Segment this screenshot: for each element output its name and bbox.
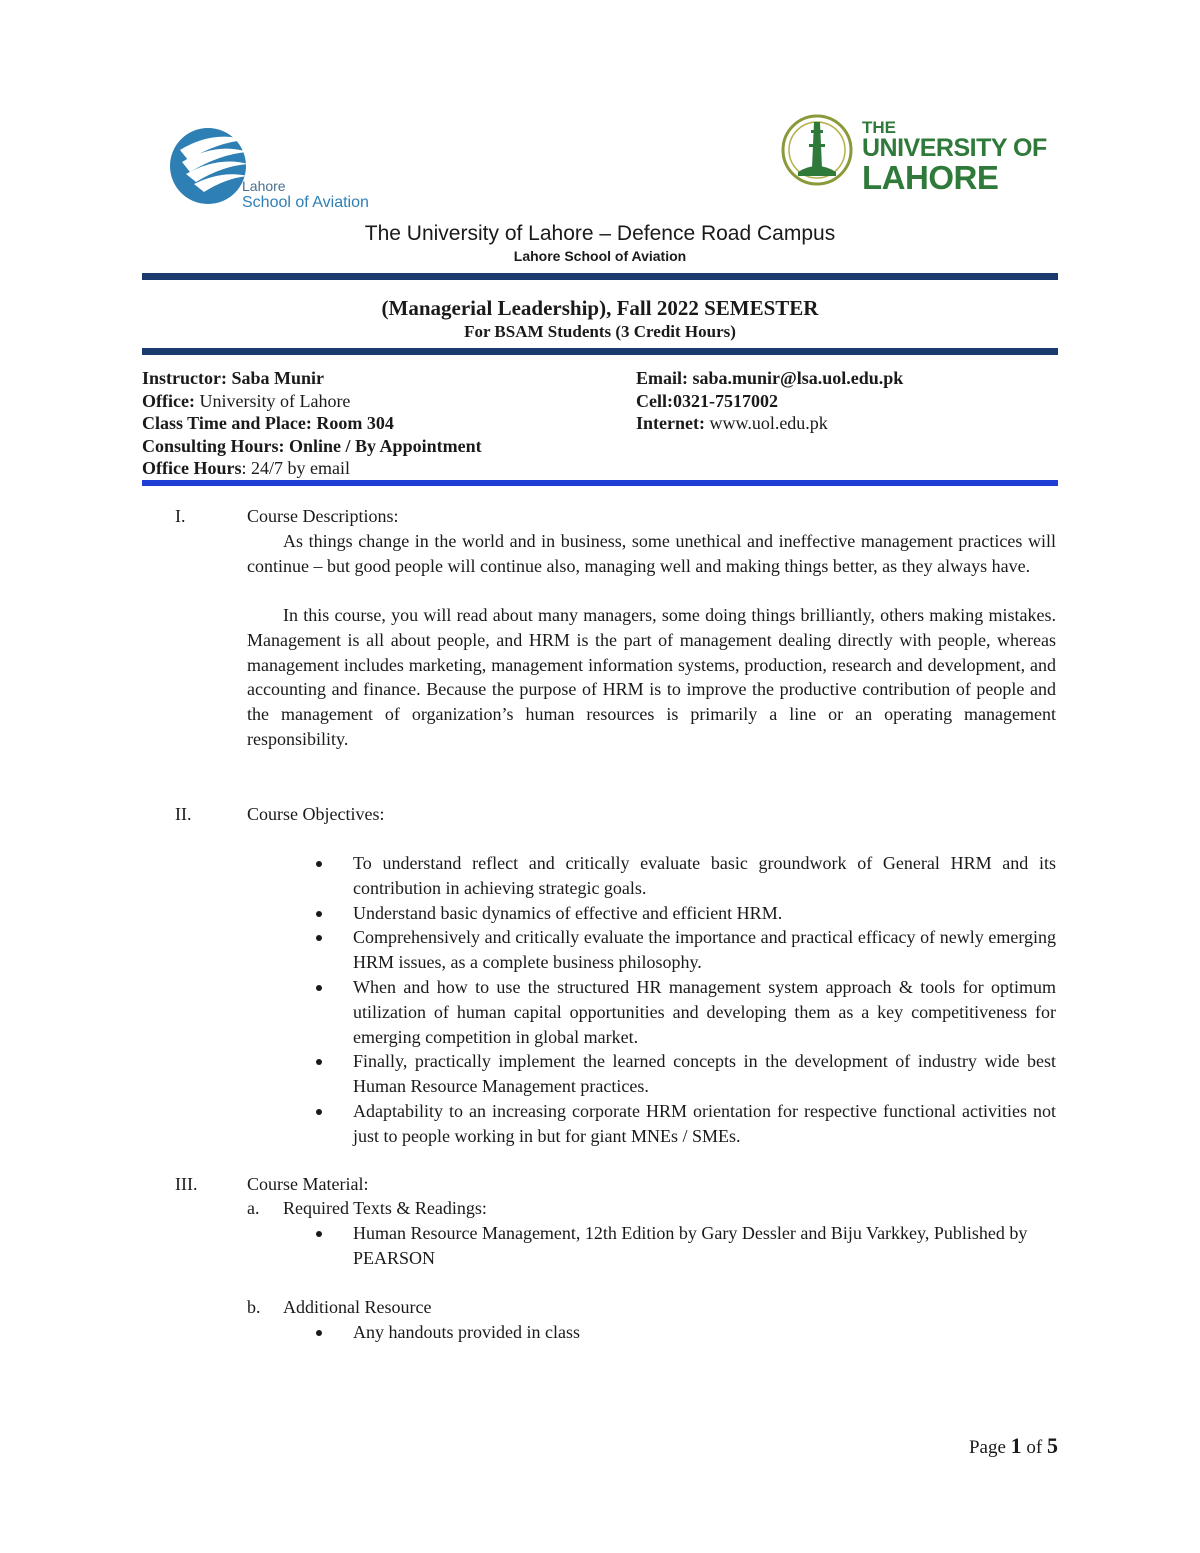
list-item	[353, 925, 1056, 975]
bullet-icon	[316, 911, 322, 917]
objective-text: Comprehensively and critically evaluate the importance and practical efficacy of newly emerging HRM issues, as a complete business philosophy.	[353, 927, 1056, 973]
subsection-b-heading: Additional Resource	[283, 1297, 432, 1317]
office-hours-value: : 24/7 by email	[241, 458, 350, 478]
total-pages: 5	[1047, 1433, 1058, 1458]
course-title: (Managerial Leadership), Fall 2022 SEMESTER	[381, 296, 819, 320]
info-divider	[142, 480, 1058, 486]
internet-label: Internet:	[636, 413, 705, 433]
section-1-number: I.	[175, 506, 186, 526]
subsection-a-heading: Required Texts & Readings:	[283, 1198, 487, 1218]
logo-text-lahore: Lahore	[242, 178, 286, 194]
objective-text: To understand reflect and critically evaluate basic groundwork of General HRM and its contribution in achieving strategic goals.	[353, 853, 1056, 898]
objective-text: When and how to use the structured HR management system approach & tools for optimum utilization of human capital opportunities and developing them as a key competitiveness for emerging competition in global market.	[353, 976, 1056, 1047]
required-text-item: Human Resource Management, 12th Edition by Gary Dessler and Biju Varkkey, Published by PEARSON	[353, 1223, 1028, 1268]
objectives-list	[353, 851, 1056, 1149]
list-item	[353, 975, 1056, 1049]
bullet-icon	[316, 1330, 322, 1336]
list-item	[353, 1221, 1056, 1271]
office-label: Office:	[142, 390, 195, 411]
bullet-icon	[316, 861, 322, 867]
subsection-a-label: a.	[247, 1198, 260, 1218]
course-description-paragraph-2: In this course, you will read about many managers, some doing things brilliantly, others making mistakes. Management is all about people, and HRM is the part of management dealing directly with people, whereas management includes marketing, management information systems, production, research and development, and accounting and finance. Because the purpose of HRM is to improve the productive contribution of people and the management of organization’s human resources is primarily a line or an operating management responsibility.	[247, 605, 1056, 749]
instructor: Instructor: Saba Munir	[142, 368, 325, 388]
section-3-number: III.	[175, 1174, 198, 1194]
page-number	[969, 1433, 1058, 1459]
cell: Cell:0321-7517002	[636, 390, 778, 411]
course-subtitle: For BSAM Students (3 Credit Hours)	[464, 322, 736, 341]
subsection-b-label: b.	[247, 1297, 261, 1317]
office-hours-label: Office Hours	[142, 458, 242, 478]
list-item	[353, 1099, 1056, 1149]
logo-text-lahore: LAHORE	[862, 159, 999, 196]
university-of-lahore-logo	[778, 110, 1047, 196]
list-item	[353, 1320, 1056, 1345]
office-value: University of Lahore	[194, 390, 351, 411]
required-texts-list	[353, 1221, 1056, 1271]
logo-text-school: School of Aviation	[242, 194, 369, 211]
section-2-heading: Course Objectives:	[247, 804, 385, 824]
section-1-heading: Course Descriptions:	[247, 506, 399, 526]
list-item	[353, 901, 1056, 926]
additional-resource-list	[353, 1320, 1056, 1345]
campus-title: The University of Lahore – Defence Road Campus	[364, 222, 836, 245]
list-item	[353, 1049, 1056, 1099]
instructor-info-right	[636, 367, 1056, 435]
wing-emblem-icon	[168, 120, 248, 212]
logo-text-university-of: UNIVERSITY OF	[862, 134, 1047, 162]
course-description-paragraph-1: As things change in the world and in business, some unethical and ineffective management practices will continue – but good people will continue also, managing well and making things better, as they always have.	[247, 531, 1056, 576]
of-word: of	[1021, 1437, 1047, 1458]
section-2-number: II.	[175, 804, 192, 824]
email: Email: saba.munir@lsa.uol.edu.pk	[636, 368, 904, 388]
header-divider	[142, 273, 1058, 280]
current-page: 1	[1010, 1433, 1022, 1458]
list-item	[353, 851, 1056, 901]
class-time-place: Class Time and Place: Room 304	[142, 413, 394, 433]
additional-resource-item: Any handouts provided in class	[353, 1322, 580, 1342]
instructor-info-left	[142, 367, 622, 480]
objective-text: Adaptability to an increasing corporate HRM orientation for respective functional activities not just to people working in but for giant MNEs / SMEs.	[353, 1100, 1056, 1146]
logo-text-the: THE	[862, 118, 896, 137]
objective-text: Understand basic dynamics of effective and efficient HRM.	[353, 902, 783, 923]
course-divider	[142, 348, 1058, 355]
bullet-icon	[316, 1059, 322, 1065]
page-word: Page	[968, 1437, 1011, 1458]
bullet-icon	[316, 985, 322, 991]
bullet-icon	[316, 1109, 322, 1115]
bullet-icon	[316, 1231, 322, 1237]
minar-emblem-icon	[778, 110, 856, 190]
school-subtitle: Lahore School of Aviation	[513, 248, 687, 264]
lahore-school-of-aviation-logo	[168, 120, 388, 215]
consulting-hours: Consulting Hours: Online / By Appointment	[142, 435, 482, 456]
bullet-icon	[316, 935, 322, 941]
section-3-heading: Course Material:	[247, 1174, 369, 1194]
internet-value: www.uol.edu.pk	[704, 413, 828, 433]
objective-text: Finally, practically implement the learned concepts in the development of industry wide best Human Resource Management practices.	[353, 1051, 1056, 1097]
